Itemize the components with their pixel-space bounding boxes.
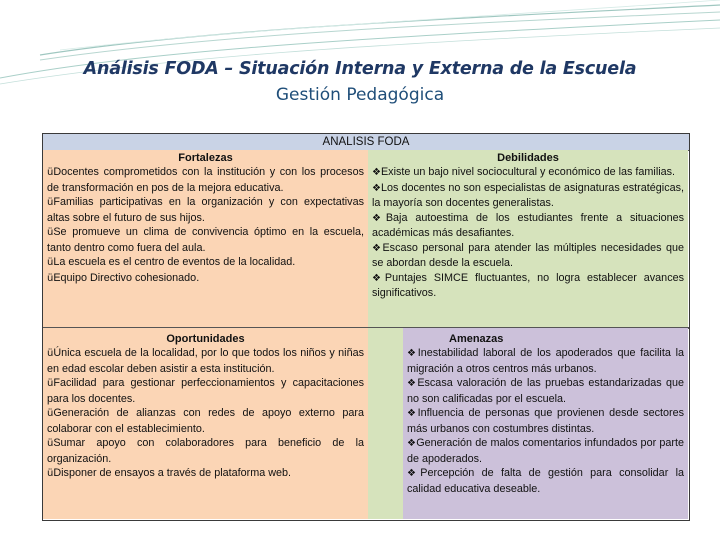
amenazas-list	[407, 346, 684, 496]
list-item: üSe promueve un clima de convivencia óptimo en la escuela, tanto dentro como fuera del aula.	[47, 226, 364, 254]
amenazas-heading: Amenazas	[449, 333, 504, 345]
check-icon: ü	[47, 378, 54, 389]
list-item: ❖Inestabilidad laboral de los apoderados que facilita la migración a otros centros más urbanos.	[407, 347, 684, 375]
list-item: ❖Percepción de falta de gestión para consolidar la calidad educativa deseable.	[407, 467, 685, 495]
list-item: üÚnica escuela de la localidad, por lo que todos los niños y niñas en edad escolar deben asistir a esta institución.	[47, 347, 364, 375]
list-item: ❖Escaso personal para atender las múltiples necesidades que se abordan desde la escuela.	[372, 241, 684, 269]
oportunidades-cell	[43, 328, 368, 519]
check-icon: ü	[47, 197, 54, 208]
diamond-bullet-icon: ❖	[407, 378, 418, 389]
page-subtitle: Gestión Pedagógica	[275, 85, 445, 105]
amenazas-cell	[403, 328, 688, 519]
diamond-bullet-icon: ❖	[372, 167, 381, 178]
list-item: ❖Influencia de personas que provienen desde sectores más urbanos con costumbres distintas.	[407, 407, 684, 435]
list-item: ❖Existe un bajo nivel sociocultural y económico de las familias.	[372, 166, 676, 178]
diamond-bullet-icon: ❖	[407, 438, 417, 449]
debilidades-heading: Debilidades	[497, 152, 559, 164]
list-item: üFamilias participativas en la organización y con expectativas altas sobre el futuro de sus hijos.	[47, 196, 364, 224]
list-item: ❖Puntajes SIMCE fluctuantes, no logra establecer avances significativos.	[372, 271, 684, 299]
oportunidades-list	[47, 346, 364, 482]
list-item: üGeneración de alianzas con redes de apoyo externo para colaborar con el establecimiento.	[47, 407, 364, 435]
oportunidades-heading: Oportunidades	[166, 333, 245, 345]
foda-table	[42, 133, 690, 521]
debilidades-list	[372, 165, 684, 301]
diamond-bullet-icon: ❖	[407, 348, 418, 359]
foda-header: ANALISIS FODA	[43, 134, 689, 151]
diamond-bullet-icon: ❖	[407, 408, 418, 419]
list-item: ❖Los docentes no son especialistas de asignaturas estratégicas, la mayoría son docentes generalistas.	[372, 181, 684, 209]
check-icon: ü	[47, 348, 54, 359]
diamond-bullet-icon: ❖	[372, 212, 386, 224]
page-title: Análisis FODA – Situación Interna y Externa de la Escuela	[83, 59, 637, 79]
list-item: üDocentes comprometidos con la institución y con los procesos de transformación en pos de la mejora educativa.	[47, 166, 364, 194]
diamond-bullet-icon: ❖	[372, 272, 385, 284]
list-item: üLa escuela es el centro de eventos de la localidad.	[47, 256, 296, 268]
check-icon: ü	[47, 468, 54, 479]
check-icon: ü	[47, 167, 54, 178]
list-item: üDisponer de ensayos a través de plataforma web.	[47, 467, 292, 479]
title-block	[0, 58, 720, 107]
diamond-bullet-icon: ❖	[372, 242, 383, 254]
check-icon: ü	[47, 227, 54, 238]
check-icon: ü	[47, 408, 54, 419]
fortalezas-heading: Fortalezas	[178, 152, 233, 164]
diamond-bullet-icon: ❖	[372, 182, 382, 194]
check-icon: ü	[47, 257, 54, 268]
fortalezas-cell	[43, 150, 368, 328]
list-item: ❖Baja autoestima de los estudiantes frente a situaciones académicas más desafiantes.	[372, 211, 685, 239]
fortalezas-list	[47, 165, 364, 286]
list-item: ❖Generación de malos comentarios infundados por parte de apoderados.	[407, 437, 684, 465]
check-icon: ü	[47, 438, 54, 449]
diamond-bullet-icon: ❖	[407, 468, 421, 479]
list-item: üFacilidad para gestionar perfeccionamientos y capacitaciones para los docentes.	[47, 377, 364, 405]
gap-strip	[368, 328, 403, 519]
debilidades-cell	[368, 150, 688, 328]
check-icon: ü	[47, 272, 54, 284]
list-item: ❖Escasa valoración de las pruebas estandarizadas que no son calificadas por el escuela.	[407, 377, 684, 405]
list-item: üSumar apoyo con colaboradores para beneficio de la organización.	[47, 437, 364, 465]
list-item: üEquipo Directivo cohesionado.	[47, 271, 200, 284]
